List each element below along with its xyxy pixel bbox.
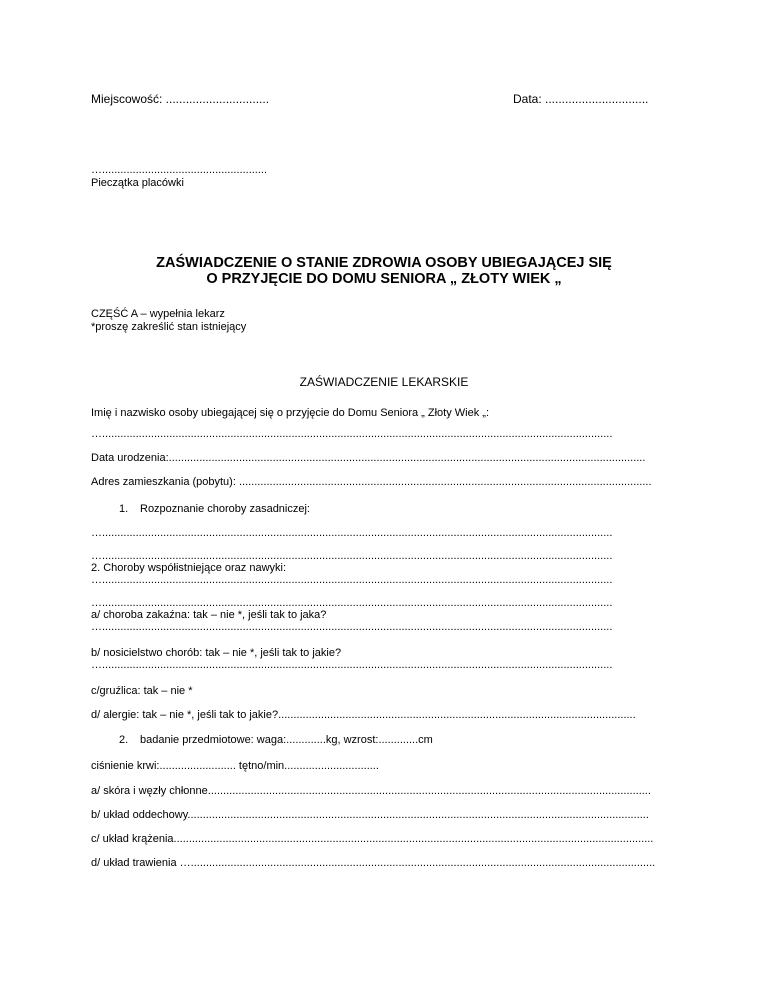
place-field: Miejscowość: ............................... bbox=[91, 92, 270, 106]
stamp-dots: …...................................................... bbox=[91, 164, 268, 176]
respiratory-field: b/ układ oddechowy....................................................................................................................................................... bbox=[91, 809, 649, 821]
digestive-field: d/ układ trawienia …........................................................................................................................................................ bbox=[91, 857, 656, 869]
tuberculosis-label: c/gruźlica: tak – nie * bbox=[91, 685, 193, 697]
stamp-label: Pieczątka placówki bbox=[91, 177, 184, 189]
skin-field: a/ skóra i węzły chłonne................................................................................................................................................. bbox=[91, 785, 651, 797]
page-title-line-1: ZAŚWIADCZENIE O STANIE ZDROWIA OSOBY UBIEGAJĄCEJ SIĘ bbox=[156, 255, 612, 271]
blood-pressure-field: ciśnienie krwi:......................... tętno/min............................... bbox=[91, 760, 379, 772]
allergies-field: d/ alergie: tak – nie *, jeśli tak to jakie?..................................................................................................................... bbox=[91, 709, 636, 721]
comorbidities-label: 2. Choroby współistniejące oraz nawyki: bbox=[91, 562, 287, 574]
exam-label: badanie przedmiotowe: waga:.............kg, wzrost:.............cm bbox=[140, 734, 433, 746]
carrier-label: b/ nosicielstwo chorób: tak – nie *, jeśli tak to jakie? bbox=[91, 647, 342, 659]
diagnosis-dots-line-1: …....................................................................................................................................................................... bbox=[91, 527, 613, 539]
comorbidities-dots-line-2: …....................................................................................................................................................................... bbox=[91, 597, 613, 609]
page-title-line-2: O PRZYJĘCIE DO DOMU SENIORA „ ZŁOTY WIEK „ bbox=[206, 271, 562, 287]
comorbidities-dots-line-1: …....................................................................................................................................................................... bbox=[91, 574, 613, 586]
certificate-heading: ZAŚWIADCZENIE LEKARSKIE bbox=[299, 375, 469, 389]
circulatory-field: c/ układ krążenia............................................................................................................................................................. bbox=[91, 833, 654, 845]
date-field: Data: ............................... bbox=[513, 92, 649, 106]
name-prompt: Imię i nazwisko osoby ubiegającej się o przyjęcie do Domu Seniora „ Złoty Wiek „: bbox=[91, 407, 489, 419]
diagnosis-label: Rozpoznanie choroby zasadniczej: bbox=[140, 503, 310, 515]
birth-date-field: Data urodzenia:............................................................................................................................................................ bbox=[91, 452, 646, 464]
infectious-dots-line: …....................................................................................................................................................................... bbox=[91, 621, 613, 633]
infectious-disease-label: a/ choroba zakaźna: tak – nie *, jeśli tak to jaka? bbox=[91, 609, 327, 621]
part-a-note: *proszę zakreślić stan istniejący bbox=[91, 321, 247, 333]
diagnosis-dots-line-2: …....................................................................................................................................................................... bbox=[91, 550, 613, 562]
address-field: Adres zamieszkania (pobytu): ....................................................................................................................................... bbox=[91, 476, 652, 488]
name-dots-line: …....................................................................................................................................................................... bbox=[91, 428, 613, 440]
carrier-dots-line: …....................................................................................................................................................................... bbox=[91, 659, 613, 671]
part-a-label: CZĘŚĆ A – wypełnia lekarz bbox=[91, 308, 225, 320]
exam-number: 2. bbox=[119, 734, 129, 746]
diagnosis-number: 1. bbox=[119, 503, 129, 515]
